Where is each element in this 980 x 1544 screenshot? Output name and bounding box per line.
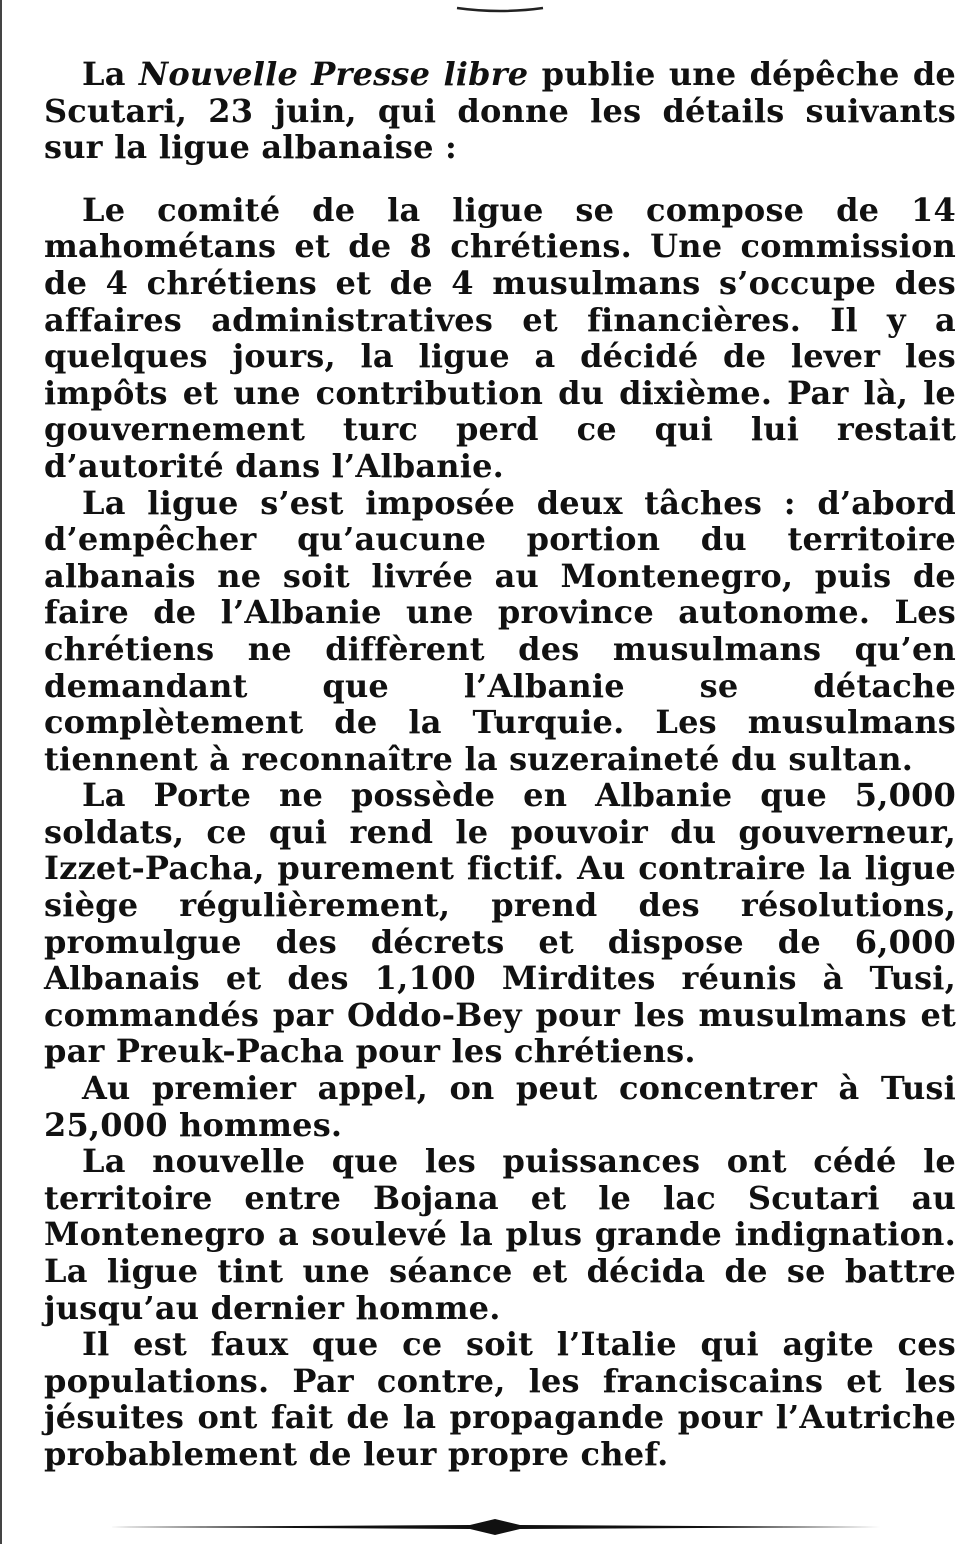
article-body — [44, 56, 956, 1473]
paragraph-first-call: Au premier appel, on peut concentrer à Tusi 25,000 hommes. — [44, 1069, 956, 1144]
bottom-ornament-rule — [110, 1516, 880, 1538]
intro-text-before: La — [82, 55, 139, 93]
paragraph-committee: Le comité de la ligue se compose de 14 mahométans et de 8 chrétiens. Une commission de 4 chrétiens et de 4 musulmans s’occupe des affaires administratives et financières. Il y a quelques jours, la ligue a décidé de lever les impôts et une contribution du dixième. Par là, le gouvernement turc perd ce qui lui restait d’autorité dans l’Albanie. — [44, 190, 956, 485]
article-intro-paragraph — [44, 56, 956, 166]
paragraph-indignation: La nouvelle que les puissances ont cédé le territoire entre Bojana et le lac Scutari au Montenegro a soulevé la plus grande indignation. La ligue tint une séance et décida de se battre jusqu’au dernier homme. — [44, 1142, 956, 1327]
top-ornament-rule — [455, 2, 545, 16]
left-edge-line — [0, 0, 2, 1544]
newspaper-title: Nouvelle Presse libre — [138, 55, 529, 93]
intro-text-after: publie une dépêche de Scutari, 23 juin, qui donne les détails suivants sur la ligue albanaise : — [44, 55, 956, 167]
paragraph-propaganda: Il est faux que ce soit l’Italie qui agite ces populations. Par contre, les franciscains et les jésuites ont fait de la propagande pour l’Autriche probablement de leur propre chef. — [44, 1325, 956, 1473]
paragraph-forces: La Porte ne possède en Albanie que 5,000 soldats, ce qui rend le pouvoir du gouverneur, Izzet-Pacha, purement fictif. Au contraire la ligue siège régulièrement, prend des résolutions, promulgue des décrets et dispose de 6,000 Albanais et des 1,100 Mirdites réunis à Tusi, commandés par Oddo-Bey pour les musulmans et par Preuk-Pacha pour les chrétiens. — [44, 776, 956, 1071]
paragraph-tasks: La ligue s’est imposée deux tâches : d’abord d’empêcher qu’aucune portion du territoire albanais ne soit livrée au Montenegro, puis de faire de l’Albanie une province autonome. Les chrétiens ne diffèrent des musulmans qu’en demandant que l’Albanie se détache complètement de la Turquie. Les musulmans tiennent à reconnaître la suzeraineté du sultan. — [44, 483, 956, 778]
